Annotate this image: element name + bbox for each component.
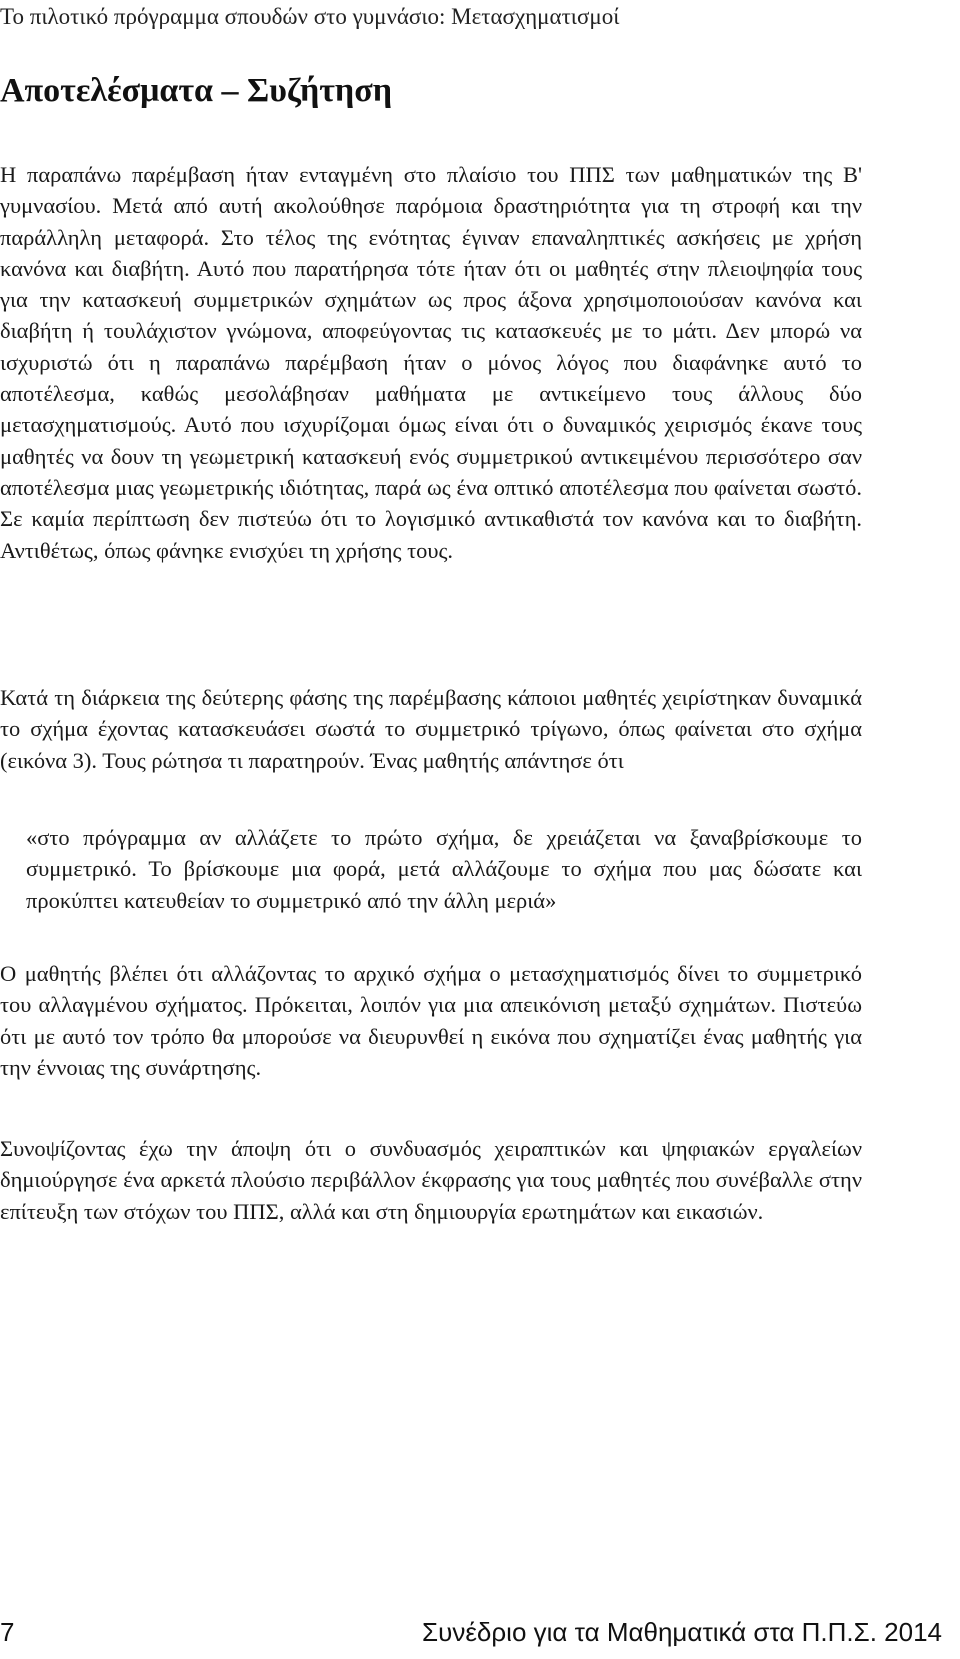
section-title: Αποτελέσματα – Συζήτηση <box>0 72 393 109</box>
student-quote: «στο πρόγραμμα αν αλλάζετε το πρώτο σχήμα, δε χρειάζεται να ξαναβρίσκουμε το συμμετρικό. Το βρίσκουμε μια φορά, μετά αλλάζουμε το σχήμα που μας δώσατε και προκύπτει κατευθείαν το συμμετρικό από την άλλη μεριά» <box>26 825 862 913</box>
footer-conference-title: Συνέδριο για τα Μαθηματικά στα Π.Π.Σ. 2014 <box>422 1617 942 1647</box>
paragraph-interpretation: Ο μαθητής βλέπει ότι αλλάζοντας το αρχικό σχήμα ο μετασχηματισμός δίνει το συμμετρικό του αλλαγμένου σχήματος. Πρόκειται, λοιπόν για μια απεικόνιση μεταξύ σχημάτων. Πιστεύω ότι με αυτό τον τρόπο θα μπορούσε να διευρυνθεί η εικόνα που σχηματίζει ένας μαθητής για την έννοιας της συνάρτησης. <box>0 961 862 1080</box>
running-header: Το πιλοτικό πρόγραμμα σπουδών στο γυμνάσιο: Μετασχηματισμοί <box>0 4 620 29</box>
paragraph-results: Η παραπάνω παρέμβαση ήταν ενταγμένη στο πλαίσιο του ΠΠΣ των μαθηματικών της Β' γυμνασίου. Μετά από αυτή ακολούθησε παρόμοια δραστηριότητα για τη στροφή και την παράλληλη μεταφορά. Στο τέλος της ενότητας έγιναν επαναληπτικές ασκήσεις με χρήση κανόνα και διαβήτη. Αυτό που παρατήρησα τότε ήταν ότι οι μαθητές στην πλειοψηφία τους για την κατασκευή συμμετρικών σχημάτων ως προς άξονα χρησιμοποιούσαν κανόνα και διαβήτη ή τουλάχιστον γνώμονα, αποφεύγοντας τις κατασκευές με το μάτι. Δεν μπορώ να ισχυριστώ ότι η παραπάνω παρέμβαση ήταν ο μόνος λόγος που διαφάνηκε αυτό το αποτέλεσμα, καθώς μεσολάβησαν μαθήματα με αντικείμενο τους άλλους δύο μετασχηματισμούς. Αυτό που ισχυρίζομαι όμως είναι ότι ο δυναμικός χειρισμός έκανε τους μαθητές να δουν τη γεωμετρική κατασκευή ενός συμμετρικού αντικειμένου περισσότερο σαν αποτέλεσμα μιας γεωμετρικής ιδιότητας, παρά ως ένα οπτικό αποτέλεσμα που φαίνεται σωστό. Σε καμία περίπτωση δεν πιστεύω ότι το λογισμικό αντικαθιστά τον κανόνα και το διαβήτη. Αντιθέτως, όπως φάνηκε ενισχύει τη χρήσης τους. <box>0 162 862 563</box>
paragraph-summary: Συνοψίζοντας έχω την άποψη ότι ο συνδυασμός χειραπτικών και ψηφιακών εργαλείων δημιούργησε ένα αρκετά πλούσιο περιβάλλον έκφρασης για τους μαθητές που συνέβαλλε στην επίτευξη των στόχων του ΠΠΣ, αλλά και στη δημιουργία ερωτημάτων και εικασιών. <box>0 1136 862 1224</box>
paragraph-second-phase: Κατά τη διάρκεια της δεύτερης φάσης της παρέμβασης κάποιοι μαθητές χειρίστηκαν δυναμικά το σχήμα έχοντας κατασκευάσει σωστά το συμμετρικό τρίγωνο, όπως φαίνεται στο σχήμα (εικόνα 3). Τους ρώτησα τι παρατηρούν. Ένας μαθητής απάντησε ότι <box>0 685 862 773</box>
page-number: 7 <box>0 1617 15 1647</box>
